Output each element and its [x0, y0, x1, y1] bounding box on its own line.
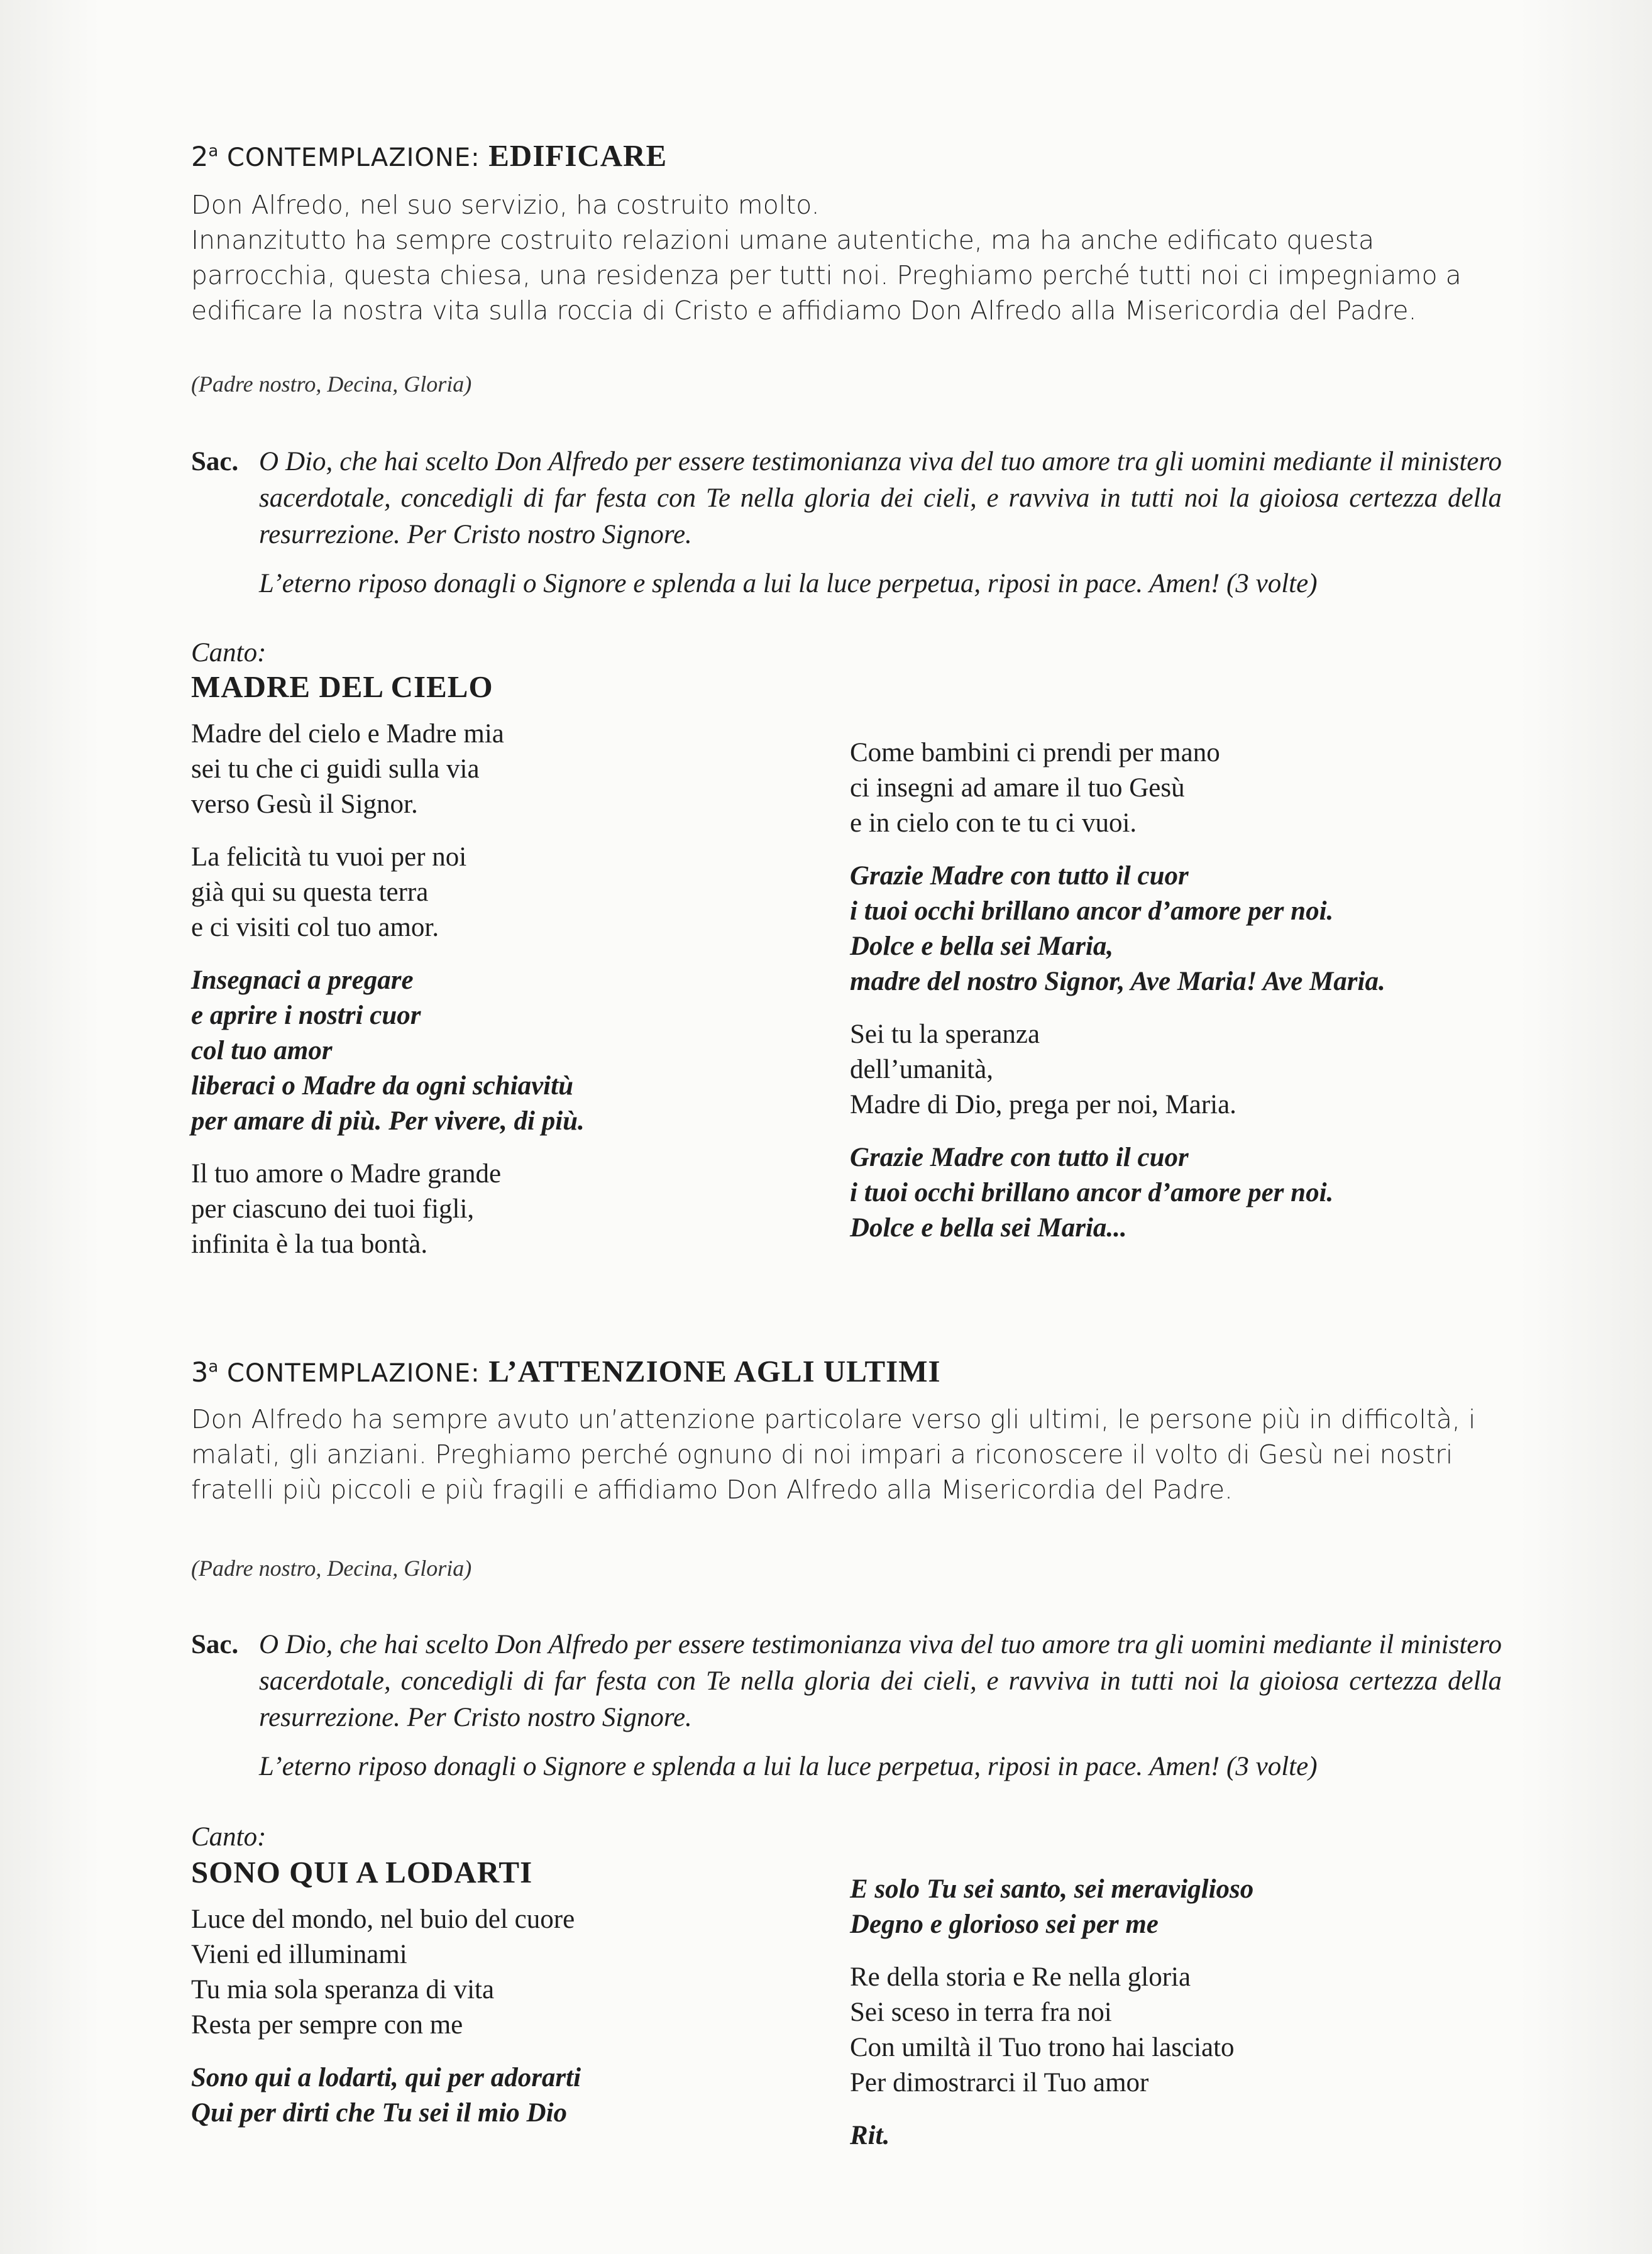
- song-line: infinita è la tua bontà.: [191, 1229, 428, 1259]
- section3-number: 3: [191, 1357, 209, 1388]
- verse-stanza: [191, 1902, 820, 2043]
- song-line: e in cielo con te tu ci vuoi.: [850, 808, 1137, 838]
- song-line: Sei sceso in terra fra noi: [850, 1998, 1112, 2027]
- sac-label: Sac.: [191, 1630, 239, 1659]
- refrain-stanza: [191, 2060, 820, 2131]
- canto2-label: Canto:: [191, 1822, 267, 1852]
- song-line: Dolce e bella sei Maria...: [850, 1213, 1127, 1243]
- section2-label: CONTEMPLAZIONE:: [226, 143, 480, 172]
- section3-ordinal: a: [208, 1357, 219, 1377]
- song-line: Il tuo amore o Madre grande: [191, 1159, 502, 1189]
- section3-body: [191, 1402, 1505, 1507]
- song-line: Come bambini ci prendi per mano: [850, 738, 1220, 767]
- section2-title: EDIFICARE: [488, 138, 668, 173]
- song-line: Re della storia e Re nella gloria: [850, 1962, 1191, 1992]
- canto1-right-column: [850, 735, 1541, 1263]
- song-line: Madre di Dio, prega per noi, Maria.: [850, 1090, 1236, 1119]
- refrain-stanza: [850, 1140, 1541, 1246]
- section2-eterno-riposo: L’eterno riposo donagli o Signore e splenda a lui la luce perpetua, riposi in pace. Amen! (3 volte): [259, 569, 1318, 598]
- song-line: E solo Tu sei santo, sei meraviglioso: [850, 1874, 1254, 1904]
- song-line: Insegnaci a pregare: [191, 965, 414, 995]
- section3-title: L’ATTENZIONE AGLI ULTIMI: [488, 1354, 941, 1388]
- song-line: Sono qui a lodarti, qui per adorarti: [191, 2063, 581, 2092]
- section2-prayer-note: (Padre nostro, Decina, Gloria): [191, 371, 472, 397]
- refrain-stanza: [191, 963, 820, 1139]
- song-line: Dolce e bella sei Maria,: [850, 932, 1114, 961]
- song-line: Madre del cielo e Madre mia: [191, 719, 504, 749]
- song-line: Degno e glorioso sei per me: [850, 1910, 1159, 1939]
- song-line: col tuo amor: [191, 1036, 333, 1065]
- verse-stanza: [191, 717, 820, 822]
- canto2-right-column: [850, 1872, 1541, 2171]
- sac-prayer-text: O Dio, che hai scelto Don Alfredo per essere testimonianza viva del tuo amore tra gli uomini mediante il ministero sacerdotale, concedigli di far festa con Te nella gloria dei cieli, e ravviva in tutti noi la gioiosa certezza della resurrezione. Per Cristo nostro Signore.: [259, 1630, 1502, 1732]
- verse-stanza: [191, 840, 820, 945]
- canto2-left-column: [191, 1902, 820, 2148]
- song-line: Vieni ed illuminami: [191, 1940, 407, 1969]
- song-line: e ci visiti col tuo amor.: [191, 913, 439, 942]
- song-line: madre del nostro Signor, Ave Maria! Ave Maria.: [850, 967, 1385, 996]
- song-line: ci insegni ad amare il tuo Gesù: [850, 773, 1185, 803]
- song-line: Per dimostrarci il Tuo amor: [850, 2068, 1149, 2097]
- refrain-stanza: [850, 1872, 1541, 1942]
- song-line: dell’umanità,: [850, 1055, 994, 1084]
- song-line: Con umiltà il Tuo trono hai lasciato: [850, 2033, 1235, 2062]
- section2-sac: [191, 444, 1502, 553]
- section3-paragraph: Don Alfredo ha sempre avuto un’attenzione particolare verso gli ultimi, le persone più in difficoltà, i malati, gli anziani. Preghiamo perché ognuno di noi impari a riconoscere il volto di Gesù nei nostri fratelli più piccoli e più fragili e affidiamo Don Alfredo alla Misericordia del Padre.: [191, 1404, 1476, 1505]
- section3-heading: [191, 1354, 941, 1391]
- section3-sac: [191, 1627, 1502, 1736]
- bleed-through-decoration: [798, 88, 812, 151]
- verse-stanza: [850, 735, 1541, 841]
- sac-label: Sac.: [191, 447, 239, 476]
- song-line: i tuoi occhi brillano ancor d’amore per noi.: [850, 1178, 1334, 1207]
- song-line: verso Gesù il Signor.: [191, 789, 418, 819]
- song-line: Tu mia sola speranza di vita: [191, 1975, 495, 2004]
- song-line: sei tu che ci guidi sulla via: [191, 754, 480, 784]
- verse-stanza: [850, 1960, 1541, 2101]
- song-line: Resta per sempre con me: [191, 2010, 463, 2040]
- section2-ordinal: a: [208, 141, 219, 161]
- song-line: Grazie Madre con tutto il cuor: [850, 1143, 1189, 1172]
- section2-paragraph: Don Alfredo, nel suo servizio, ha costruito molto.: [191, 190, 820, 220]
- refrain-stanza: [850, 859, 1541, 999]
- song-line: già qui su questa terra: [191, 877, 429, 907]
- verse-stanza: [850, 1017, 1541, 1123]
- verse-stanza: [191, 1157, 820, 1262]
- section2-number: 2: [191, 141, 209, 173]
- song-line: La felicità tu vuoi per noi: [191, 842, 467, 872]
- song-line: e aprire i nostri cuor: [191, 1001, 421, 1030]
- section2-body: [191, 187, 1505, 328]
- canto1-title: MADRE DEL CIELO: [191, 669, 493, 704]
- song-line: Sei tu la speranza: [850, 1020, 1040, 1049]
- song-line: Grazie Madre con tutto il cuor: [850, 861, 1189, 891]
- song-line: Qui per dirti che Tu sei il mio Dio: [191, 2098, 568, 2128]
- song-line: liberaci o Madre da ogni schiavitù: [191, 1071, 573, 1101]
- canto1-left-column: [191, 717, 820, 1280]
- song-line: i tuoi occhi brillano ancor d’amore per noi.: [850, 896, 1334, 926]
- section2-paragraph: Innanzitutto ha sempre costruito relazioni umane autentiche, ma ha anche edificato questa parrocchia, questa chiesa, una residenza per tutti noi. Preghiamo perché tutti noi ci impegniamo a edificare la nostra vita sulla roccia di Cristo e affidiamo Don Alfredo alla Misericordia del Padre.: [191, 225, 1462, 326]
- section3-prayer-note: (Padre nostro, Decina, Gloria): [191, 1556, 472, 1581]
- section2-heading: [191, 138, 667, 175]
- song-line: Rit.: [850, 2121, 890, 2150]
- section3-eterno-riposo: L’eterno riposo donagli o Signore e splenda a lui la luce perpetua, riposi in pace. Amen! (3 volte): [259, 1752, 1318, 1781]
- section3-label: CONTEMPLAZIONE:: [226, 1359, 480, 1388]
- canto2-title: SONO QUI A LODARTI: [191, 1855, 533, 1889]
- song-line: Luce del mondo, nel buio del cuore: [191, 1905, 575, 1934]
- sac-prayer-text: O Dio, che hai scelto Don Alfredo per essere testimonianza viva del tuo amore tra gli uomini mediante il ministero sacerdotale, concedigli di far festa con Te nella gloria dei cieli, e ravviva in tutti noi la gioiosa certezza della resurrezione. Per Cristo nostro Signore.: [259, 447, 1502, 549]
- song-line: per amare di più. Per vivere, di più.: [191, 1106, 585, 1136]
- canto1-label: Canto:: [191, 638, 267, 668]
- refrain-stanza: [850, 2118, 1541, 2153]
- song-line: per ciascuno dei tuoi figli,: [191, 1194, 475, 1224]
